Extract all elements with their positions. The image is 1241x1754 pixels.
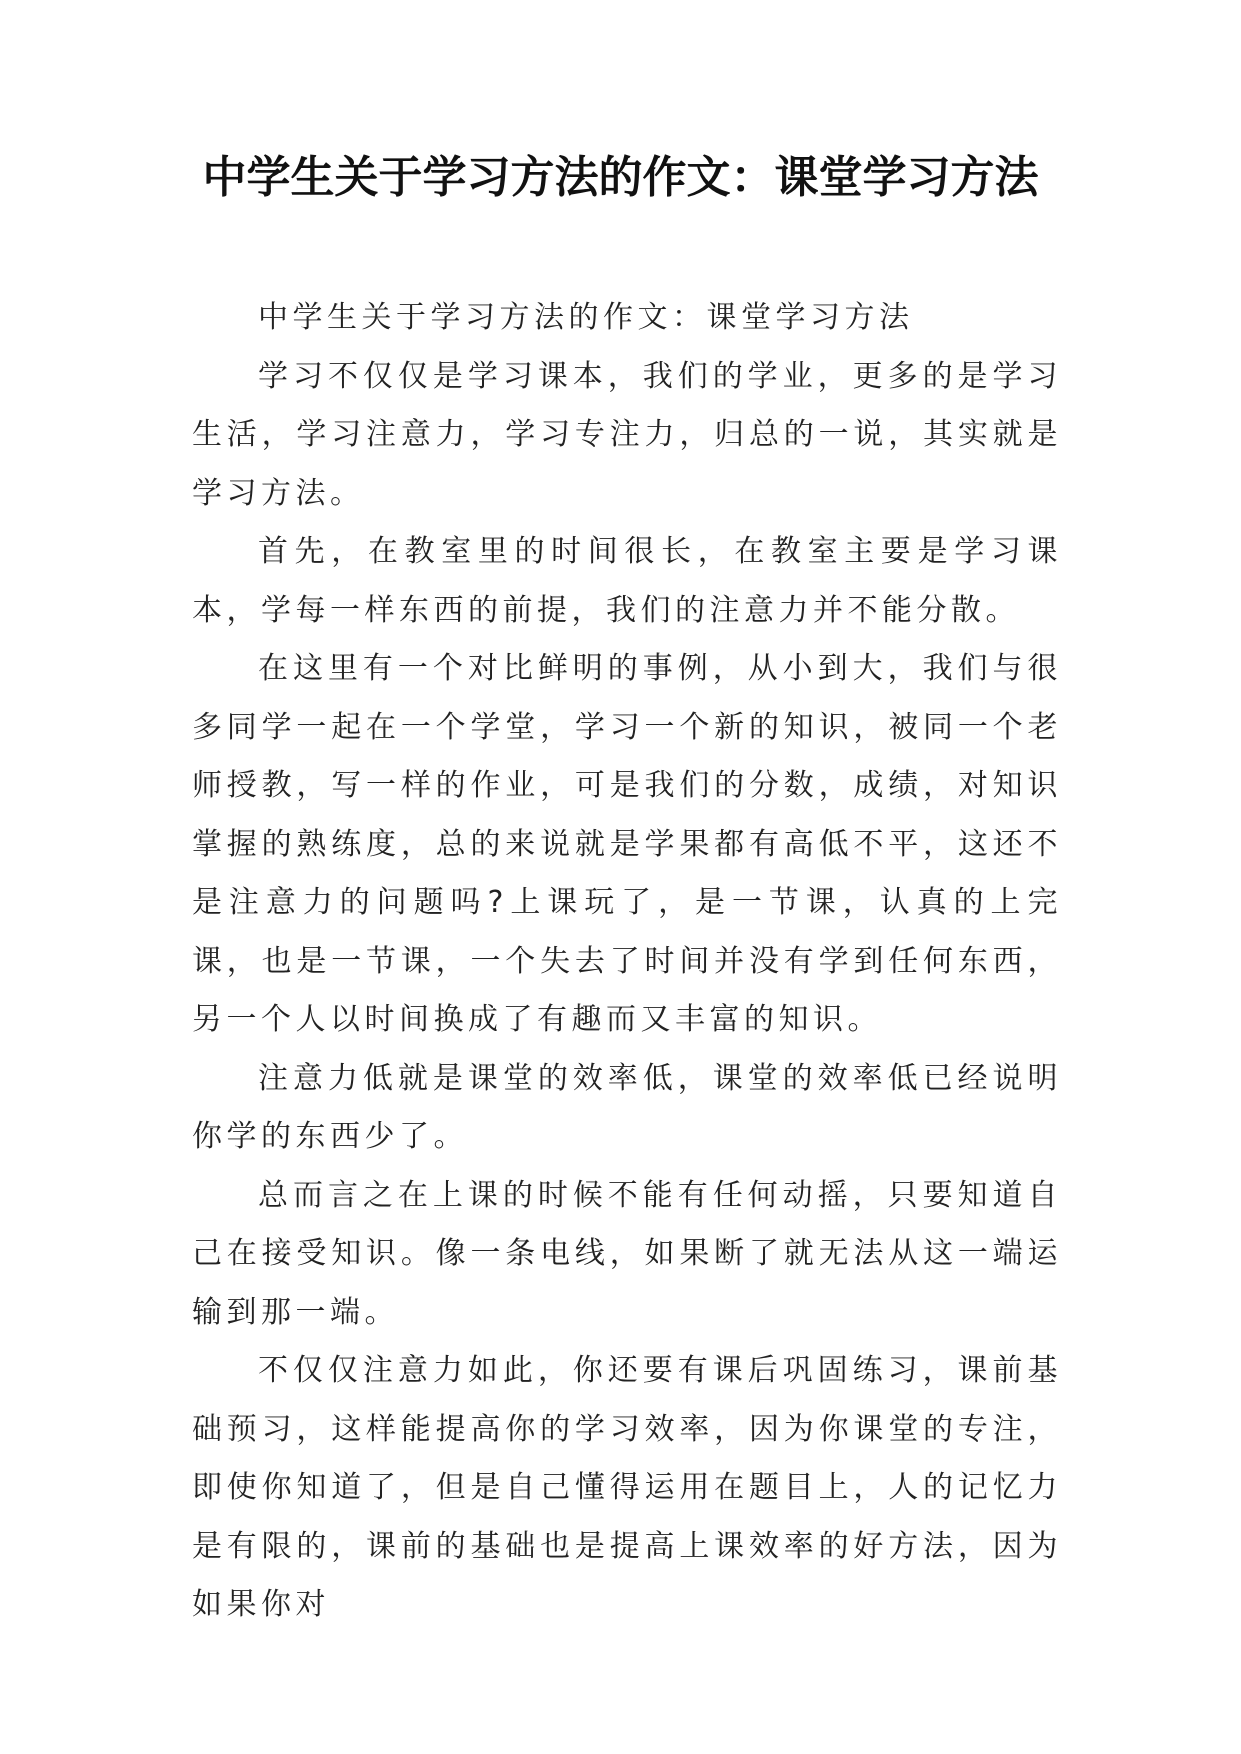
- document-title: 中学生关于学习方法的作文：课堂学习方法: [202, 152, 1039, 203]
- paragraph-attention: 注意力低就是课堂的效率低，课堂的效率低已经说明你学的东西少了。: [192, 1060, 1062, 1154]
- paragraph-first-point: 首先，在教室里的时间很长，在教室主要是学习课本，学每一样东西的前提，我们的注意力并不能分散。: [192, 534, 1062, 628]
- paragraph-intro: 学习不仅仅是学习课本，我们的学业，更多的是学习生活，学习注意力，学习专注力，归总的一说，其实就是学习方法。: [192, 358, 1062, 511]
- paragraph-heading-repeat: 中学生关于学习方法的作文：课堂学习方法: [258, 300, 914, 335]
- paragraph-summary: 总而言之在上课的时候不能有任何动摇，只要知道自己在接受知识。像一条电线，如果断了就无法从这一端运输到那一端。: [192, 1177, 1062, 1330]
- document-body: [192, 289, 1062, 1635]
- paragraph-example: 在这里有一个对比鲜明的事例，从小到大，我们与很多同学一起在一个学堂，学习一个新的知识，被同一个老师授教，写一样的作业，可是我们的分数，成绩，对知识掌握的熟练度，总的来说就是学果都有高低不平，这还不是注意力的问题吗?上课玩了，是一节课，认真的上完课，也是一节课，一个失去了时间并没有学到任何东西，另一个人以时间换成了有趣而又丰富的知识。: [192, 651, 1062, 1037]
- paragraph-practice: 不仅仅注意力如此，你还要有课后巩固练习，课前基础预习，这样能提高你的学习效率，因为你课堂的专注，即使你知道了，但是自己懂得运用在题目上，人的记忆力是有限的，课前的基础也是提高上课效率的好方法，因为如果你对: [192, 1353, 1062, 1622]
